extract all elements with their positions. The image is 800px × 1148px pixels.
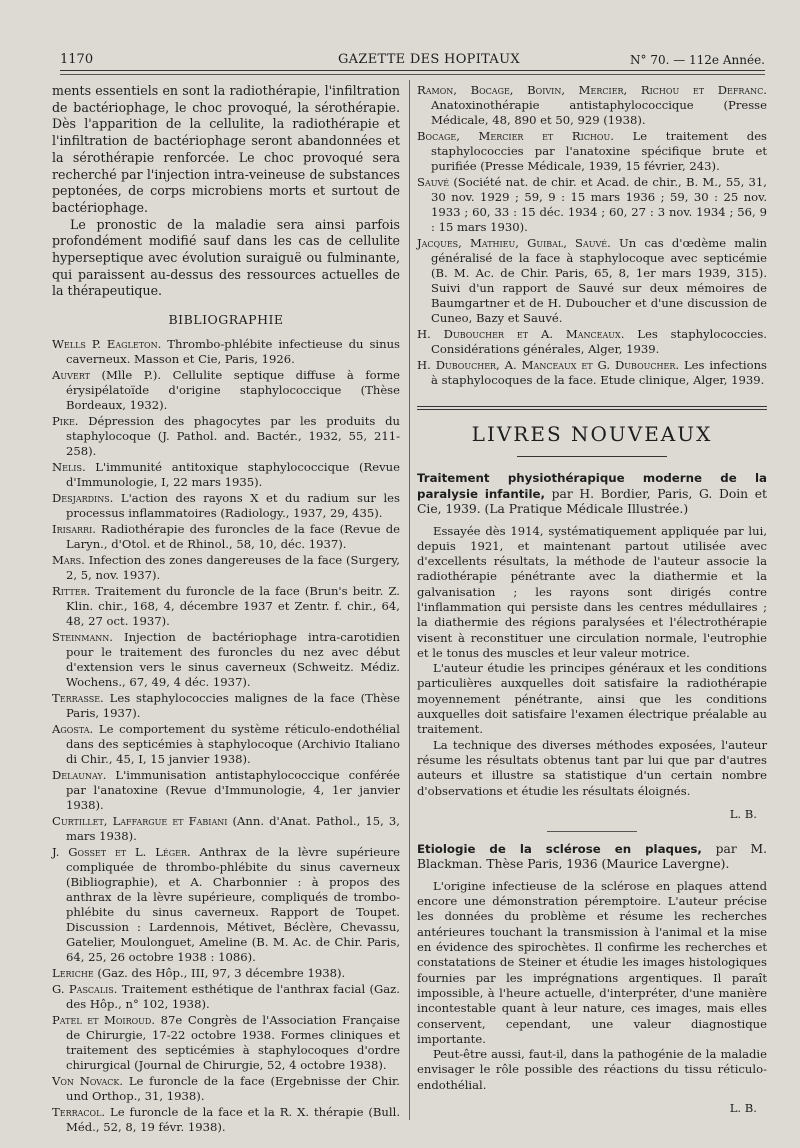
- review-title-bold: Traitement physiothérapique moderne de la paralysie infantile,: [417, 471, 767, 501]
- reference-author: H. Duboucher, A. Manceaux et G. Duboucher.: [417, 358, 680, 372]
- reference-entry: [52, 630, 400, 690]
- reference-text: Anthrax de la lèvre supérieure compliquée de thrombo-phlébite du sinus caverneux (Bibliographie), et A. Charbonnier : à propos des anthrax de la lèvre supérieure, compliqués de trombo-phlébite du sinus caverneux. Rapport de Toupet. Discussion : Lardennois, Métivet, Béclère, Chevassu, Gatelier, Moulonguet, Ameline (B. M. Ac. de Chir. Paris, 64, 25, 26 octobre 1938 : 1086).: [66, 845, 400, 965]
- header-rule: [60, 70, 765, 71]
- reference-author: Auvert: [52, 368, 90, 383]
- reference-author: Patel et Moiroud.: [52, 1013, 156, 1028]
- review-signature: L. B.: [729, 1101, 757, 1115]
- reference-entry: [417, 83, 767, 128]
- reference-text: (Société nat. de chir. et Acad. de chir., B. M., 55, 31, 30 nov. 1929 ; 59, 9 : 15 mars 1936 ; 59, 30 : 25 nov. 1933 ; 60, 33 : 15 déc. 1934 ; 60, 27 : 3 nov. 1934 ; 56, 9 : 15 mars 1930).: [431, 175, 767, 234]
- reference-text: Le furoncle de la face (Ergebnisse der Chir. und Orthop., 31, 1938).: [66, 1074, 400, 1104]
- reference-text: Traitement esthétique de l'anthrax facial (Gaz. des Hôp., n° 102, 1938).: [66, 982, 400, 1012]
- reference-text: (Gaz. des Hôp., III, 97, 3 décembre 1938).: [93, 966, 346, 981]
- heading-underline: [517, 456, 667, 457]
- reference-entry: [52, 966, 400, 981]
- header-rule-inner: [60, 74, 765, 75]
- page-number: 1170: [60, 52, 94, 67]
- reference-author: Wells P. Eagleton.: [52, 337, 162, 352]
- reference-text: L'immunisation antistaphylococcique conférée par l'anatoxine (Revue d'Immunologie, 4, 1er janvier 1938).: [66, 768, 400, 813]
- review-signature: L. B.: [729, 806, 757, 821]
- review-title-bold: Etiologie de la sclérose en plaques,: [417, 841, 702, 856]
- reference-entry: [52, 584, 400, 629]
- reference-entry: [52, 553, 400, 583]
- reference-entry: [52, 845, 400, 965]
- reference-text: Injection de bactériophage intra-carotidien pour le traitement des furoncles du nez avec début d'extension vers le sinus caverneux (Schweitz. Médiz. Wochens., 67, 49, 4 déc. 1937).: [66, 630, 400, 690]
- reference-entry: [417, 129, 767, 174]
- reference-text: L'immunité antitoxique staphylococcique (Revue d'Immunologie, I, 22 mars 1935).: [66, 460, 400, 490]
- review-paragraph: Peut-être aussi, faut-il, dans la pathogénie de la maladie envisager le rôle possible des réactions du tissu réticulo-endothélial.: [417, 1047, 767, 1092]
- reference-author: Ritter.: [52, 584, 91, 599]
- reference-text: 87e Congrès de l'Association Française de Chirurgie, 17-22 octobre 1938. Formes cliniques et traitement des septicémies à staphylocoques d'ordre chirurgical (Journal de Chirurgie, 52, 4 octobre 1938).: [66, 1013, 400, 1073]
- reference-author: Terrasse.: [52, 691, 104, 706]
- reference-author: G. Pascalis.: [52, 982, 118, 997]
- reference-text: (Mlle P.). Cellulite septique diffuse à forme érysipélatoïde d'origine staphylococcique (Thèse Bordeaux, 1932).: [66, 368, 400, 413]
- reference-author: Delaunay.: [52, 768, 107, 783]
- journal-title: GAZETTE DES HOPITAUX: [338, 52, 520, 67]
- reference-author: H. Duboucher et A. Manceaux.: [417, 327, 625, 341]
- reference-text: Infection des zones dangereuses de la face (Surgery, 2, 5, nov. 1937).: [66, 553, 400, 583]
- section-rule: [417, 406, 767, 410]
- reference-author: Leriche: [52, 966, 94, 981]
- reference-text: Dépression des phagocytes par les produits du staphylocoque (J. Pathol. and. Bactér., 1932, 55, 211-258).: [66, 414, 400, 459]
- reference-text: Le furoncle de la face et la R. X. thérapie (Bull. Méd., 52, 8, 19 févr. 1938).: [66, 1105, 400, 1135]
- reference-entry: [417, 327, 767, 357]
- reference-text: Radiothérapie des furoncles de la face (Revue de Laryn., d'Otol. et de Rhinol., 58, 10, déc. 1937).: [66, 522, 400, 552]
- reference-entry: [52, 460, 400, 490]
- reference-text: Un cas d'œdème malin généralisé de la face à staphylocoque avec septicémie (B. M. Ac. de Chir. Paris, 65, 8, 1er mars 1939, 315). Suivi d'un rapport de Sauvé sur deux mémoires de Baumgartner et de H. Duboucher et d'une discussion de Cuneo, Bazy et Sauvé.: [431, 236, 767, 325]
- reference-author: Desjardins.: [52, 491, 114, 506]
- reference-author: Irisarri.: [52, 522, 96, 537]
- reference-author: Pike.: [52, 414, 79, 429]
- reference-author: Steinmann.: [52, 630, 113, 645]
- reference-entry: [52, 368, 400, 413]
- reference-text: Traitement du furoncle de la face (Brun's beitr. Z. Klin. chir., 168, 4, décembre 1937 et Zentr. f. chir., 64, 48, 27 oct. 1937).: [66, 584, 400, 629]
- reference-entry: [52, 1105, 400, 1135]
- reference-entry: [417, 236, 767, 326]
- review-title-rest: par M. Blackman. Thèse Paris, 1936 (Maurice Lavergne).: [417, 841, 767, 872]
- reference-entry: [52, 814, 400, 844]
- reference-entry: [417, 175, 767, 235]
- right-column: [417, 83, 767, 1125]
- reference-author: J. Gosset et L. Léger.: [52, 845, 191, 860]
- review-paragraph: La technique des diverses méthodes exposées, l'auteur résume les résultats obtenus tant par lui que par d'autres auteurs et illustre sa statistique d'un certain nombre d'observations et étudie les résultats éloignés.: [417, 737, 767, 798]
- reference-text: Les infections à staphylocoques de la face. Etude clinique, Alger, 1939.: [431, 358, 767, 387]
- reference-author: Von Novack.: [52, 1074, 124, 1089]
- reference-author: Nelis.: [52, 460, 86, 475]
- bibliography-list: [52, 337, 400, 1135]
- bibliography-list-continued: [417, 83, 767, 388]
- section-heading: LIVRES NOUVEAUX: [471, 422, 713, 446]
- left-column: [52, 83, 400, 1136]
- reference-author: Ramon, Bocage, Boivin, Mercier, Richou et Defranc.: [417, 83, 767, 97]
- review-title: [417, 471, 767, 518]
- reference-entry: [52, 491, 400, 521]
- reference-author: Mars.: [52, 553, 85, 568]
- reference-text: Thrombo-phlébite infectieuse du sinus caverneux. Masson et Cie, Paris, 1926.: [66, 337, 401, 367]
- reference-entry: [52, 337, 400, 367]
- reference-entry: [52, 982, 400, 1012]
- reference-entry: [52, 768, 400, 813]
- reference-text: (Ann. d'Anat. Pathol., 15, 3, mars 1938).: [66, 814, 400, 844]
- reference-author: Sauvé: [417, 175, 450, 189]
- reference-text: Le traitement des staphylococcies par l'anatoxine spécifique brute et purifiée (Presse Médicale, 1939, 15 février, 243).: [431, 129, 767, 173]
- review-paragraph: L'origine infectieuse de la sclérose en plaques attend encore une démonstration péremptoire. L'auteur précise les données du problème et résume les recherches antérieures touchant la transmission à l'animal et la mise en évidence des spirochètes. Il confirme les recherches et constatations de Steiner et étudie les images histologiques fournies par les imprégnations argentiques. Il paraît impossible, à l'heure actuelle, d'interpréter, d'une manière incontestable quant à leur nature, ces images, mais elles conservent, cependant, une valeur diagnostique importante.: [417, 878, 767, 1046]
- reference-entry: [52, 522, 400, 552]
- reference-text: Les staphylococcies malignes de la face (Thèse Paris, 1937).: [66, 691, 400, 721]
- reference-author: Agosta.: [52, 722, 94, 737]
- review-paragraph: Essayée dès 1914, systématiquement appliquée par lui, depuis 1921, et maintenant partout utilisée avec d'excellents résultats, la méthode de l'auteur associe la radiothérapie pénétrante avec la diathermie et la galvanisation ; les rayons sont dirigés contre l'inflammation qui persiste dans les centres médullaires ; la diathermie des régions paralysées et l'électrothérapie visent à reconstituer une circulation normale, l'eutrophie et le tonus des muscles et leur valeur motrice.: [417, 523, 767, 660]
- reference-text: L'action des rayons X et du radium sur les processus inflammatoires (Radiology., 1937, 29, 435).: [66, 491, 400, 521]
- reference-text: Anatoxinothérapie antistaphylococcique (Presse Médicale, 48, 890 et 50, 929 (1938).: [431, 98, 767, 127]
- reference-author: Jacques, Mathieu, Guibal, Sauvé.: [417, 236, 611, 250]
- reference-author: Curtillet, Laffargue et Fabiani: [52, 814, 228, 829]
- reference-entry: [417, 358, 767, 388]
- reference-entry: [52, 722, 400, 767]
- issue-number: N° 70. — 112e Année.: [630, 53, 765, 67]
- running-header: [60, 51, 765, 69]
- reference-text: Les staphylococcies. Considérations générales, Alger, 1939.: [431, 327, 767, 356]
- review-title: [417, 842, 767, 873]
- reference-entry: [52, 691, 400, 721]
- reference-entry: [52, 414, 400, 459]
- review-separator: [547, 831, 637, 832]
- body-paragraph: ments essentiels en sont la radiothérapie, l'infiltration de bactériophage, le choc provoqué, la sérothérapie. Dès l'apparition de la cellulite, la radiothérapie et l'infiltration de bactériophage seront abandonnées et la sérothérapie renforcée. Le choc provoqué sera recherché par l'injection intra-veineuse de substances peptonées, de corps microbiens morts et surtout de bactériophage.: [52, 83, 400, 215]
- reference-text: Le comportement du système réticulo-endothélial dans des septicémies à staphylocoque (Archivio Italiano di Chir., 45, I, 15 janvier 1938).: [66, 722, 400, 767]
- reference-author: Terracol.: [52, 1105, 106, 1120]
- reference-author: Bocage, Mercier et Richou.: [417, 129, 614, 143]
- reference-entry: [52, 1013, 400, 1073]
- bibliography-heading: BIBLIOGRAPHIE: [168, 312, 284, 328]
- reference-entry: [52, 1074, 400, 1104]
- review-title-rest: par H. Bordier, Paris, G. Doin et Cie, 1939. (La Pratique Médicale Illustrée.): [417, 486, 767, 516]
- review-paragraph: L'auteur étudie les principes généraux et les conditions particulières auxquelles doit satisfaire la radiothérapie moyennement pénétrante, ainsi que les conditions auxquelles doit satisfaire l'examen électrique préalable au traitement.: [417, 661, 767, 737]
- body-paragraph: Le pronostic de la maladie sera ainsi parfois profondément modifié sauf dans les cas de cellulite hyperseptique avec évolution suraiguë ou fulminante, qui paraissent au-dessus des ressources actuelles de la thérapeutique.: [52, 216, 400, 299]
- column-divider: [409, 80, 410, 1120]
